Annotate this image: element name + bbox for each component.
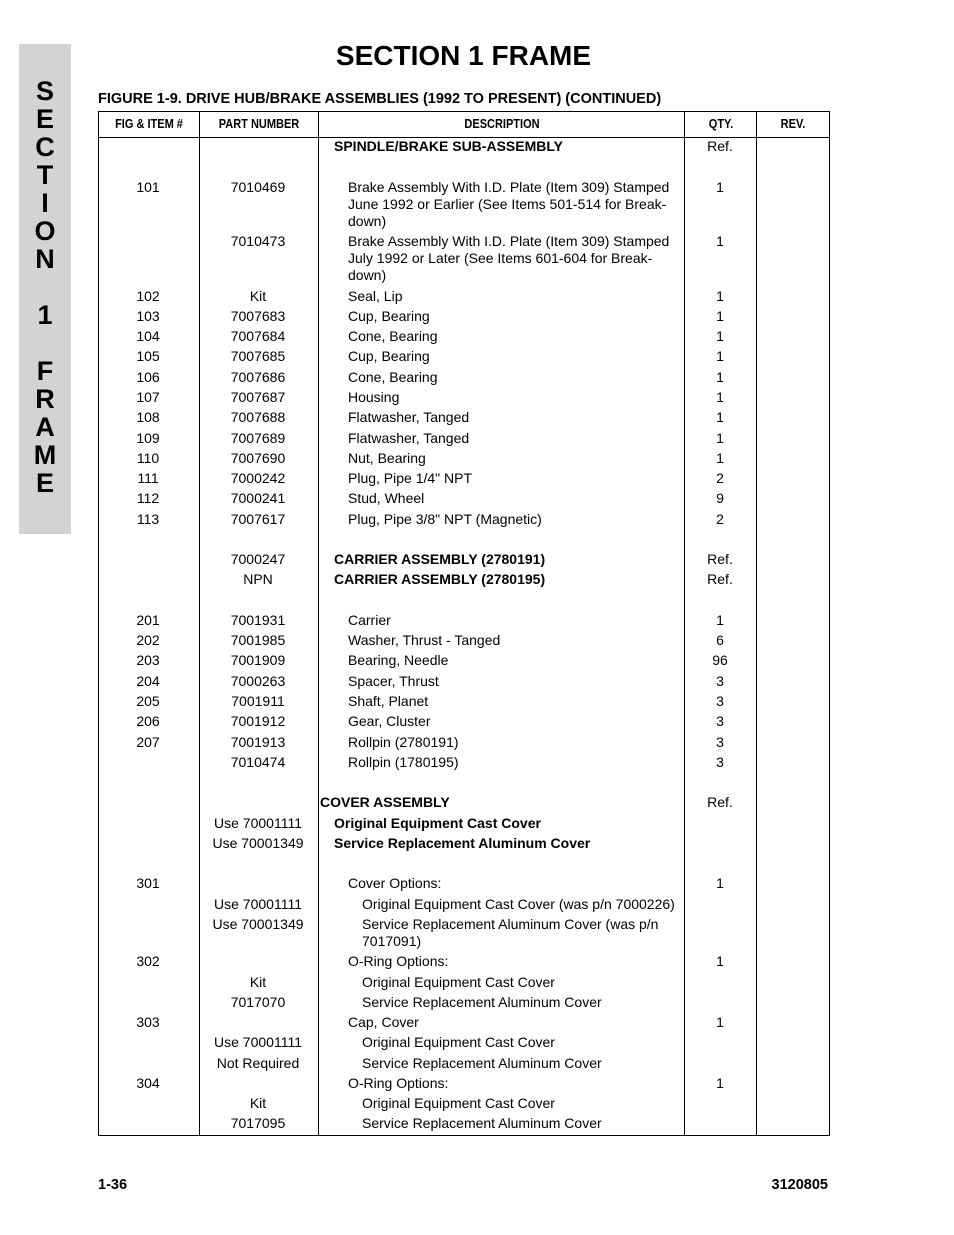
fig-item-cell: 101 xyxy=(136,179,160,195)
part-number-cell: 7007689 xyxy=(230,430,286,446)
header-description: DESCRIPTION xyxy=(464,117,540,131)
part-number-cell: NPN xyxy=(243,571,273,587)
qty-cell: 1 xyxy=(716,430,724,446)
description-cell: Plug, Pipe 1/4" NPT xyxy=(348,470,473,486)
part-number-cell: 7007690 xyxy=(230,450,286,466)
side-tab-letter: R xyxy=(35,384,55,414)
figure-title: FIGURE 1-9. DRIVE HUB/BRAKE ASSEMBLIES (1992 TO PRESENT) (CONTINUED) xyxy=(98,91,662,107)
description-cell: Housing xyxy=(348,389,400,405)
qty-cell: 2 xyxy=(716,470,724,486)
fig-item-cell: 203 xyxy=(136,652,160,668)
part-number-cell: 7007686 xyxy=(230,369,286,385)
description-cell: Original Equipment Cast Cover xyxy=(362,1034,555,1050)
description-cell: Rollpin (1780195) xyxy=(348,754,459,770)
qty-cell: 1 xyxy=(716,875,724,891)
part-number-cell: 7001911 xyxy=(231,693,285,709)
part-number-cell: 7017095 xyxy=(230,1115,286,1131)
description-cell: Flatwasher, Tanged xyxy=(348,409,470,425)
side-tab-letter: T xyxy=(36,160,54,190)
side-tab-letter: E xyxy=(35,104,54,134)
part-number-cell: 7007687 xyxy=(230,389,286,405)
description-cell: COVER ASSEMBLY xyxy=(320,794,450,810)
side-tab-letter: A xyxy=(35,412,55,442)
description-cell: Service Replacement Aluminum Cover xyxy=(362,1055,602,1071)
part-number-cell: 7010473 xyxy=(230,233,286,249)
fig-item-cell: 110 xyxy=(136,450,160,466)
part-number-cell: 7000263 xyxy=(230,673,286,689)
fig-item-cell: 103 xyxy=(136,308,160,324)
part-number-cell: 7001912 xyxy=(230,713,286,729)
part-number-cell: 7010469 xyxy=(230,179,286,195)
description-cell: CARRIER ASSEMBLY (2780191) xyxy=(334,551,546,567)
fig-item-cell: 207 xyxy=(136,734,160,750)
part-number-cell: 7010474 xyxy=(230,754,286,770)
qty-cell: 3 xyxy=(716,673,724,689)
header-part-number: PART NUMBER xyxy=(218,117,300,131)
qty-cell: 1 xyxy=(716,308,724,324)
qty-cell: 9 xyxy=(716,490,724,506)
qty-cell: 1 xyxy=(716,953,724,969)
description-cell: Cone, Bearing xyxy=(348,328,438,344)
description-cell: Rollpin (2780191) xyxy=(348,734,459,750)
fig-item-cell: 108 xyxy=(136,409,160,425)
fig-item-cell: 107 xyxy=(136,389,160,405)
fig-item-cell: 202 xyxy=(136,632,160,648)
description-cell: CARRIER ASSEMBLY (2780195) xyxy=(334,571,546,587)
description-cell: Service Replacement Aluminum Cover xyxy=(334,835,591,851)
qty-cell: Ref. xyxy=(707,138,733,154)
qty-cell: 1 xyxy=(716,450,724,466)
qty-cell: 1 xyxy=(716,288,724,304)
side-tab-letter: N xyxy=(35,244,55,274)
qty-cell: Ref. xyxy=(707,571,733,587)
description-cell: Original Equipment Cast Cover xyxy=(362,1095,555,1111)
side-tab-letter: S xyxy=(35,76,54,106)
description-cell: Original Equipment Cast Cover (was p/n 7000226) xyxy=(362,896,675,912)
fig-item-cell: 302 xyxy=(136,953,160,969)
part-number-cell: Kit xyxy=(249,974,267,990)
qty-cell: 1 xyxy=(716,612,724,628)
side-tab-letter: E xyxy=(35,468,54,498)
qty-cell: 1 xyxy=(716,1075,724,1091)
qty-cell: 2 xyxy=(716,511,724,527)
description-cell: Brake Assembly With I.D. Plate (Item 309) Stamped June 1992 or Earlier (See Items 501-514 for Break-down) xyxy=(348,179,670,229)
fig-item-cell: 111 xyxy=(137,470,159,486)
description-cell: O-Ring Options: xyxy=(348,1075,449,1091)
description-cell: Cone, Bearing xyxy=(348,369,438,385)
qty-cell: 1 xyxy=(716,1014,724,1030)
part-number-cell: Use 70001349 xyxy=(212,916,304,932)
fig-item-cell: 109 xyxy=(136,430,160,446)
part-number-cell: Use 70001349 xyxy=(212,835,304,851)
side-tab-letter: C xyxy=(35,132,55,162)
description-cell: Nut, Bearing xyxy=(348,450,426,466)
part-number-cell: 7000242 xyxy=(230,470,286,486)
qty-cell: 3 xyxy=(716,713,724,729)
description-cell: Brake Assembly With I.D. Plate (Item 309) Stamped July 1992 or Later (See Items 601-604 for Break-down) xyxy=(348,233,670,283)
part-number-cell: 7007683 xyxy=(230,308,286,324)
page-number: 1-36 xyxy=(98,1177,128,1193)
description-cell: Original Equipment Cast Cover xyxy=(362,974,555,990)
part-number-cell: Use 70001111 xyxy=(214,896,302,912)
description-cell: Bearing, Needle xyxy=(348,652,449,668)
fig-item-cell: 104 xyxy=(136,328,160,344)
qty-cell: 1 xyxy=(716,389,724,405)
description-cell: Washer, Thrust - Tanged xyxy=(348,632,501,648)
fig-item-cell: 201 xyxy=(136,612,160,628)
part-number-cell: 7007688 xyxy=(230,409,286,425)
fig-item-cell: 112 xyxy=(136,490,160,506)
header-rev: REV. xyxy=(780,117,806,131)
description-cell: Cover Options: xyxy=(348,875,442,891)
fig-item-cell: 304 xyxy=(136,1075,160,1091)
description-cell: Cap, Cover xyxy=(348,1014,419,1030)
description-cell: Cup, Bearing xyxy=(348,348,430,364)
part-number-cell: Kit xyxy=(249,1095,267,1111)
qty-cell: 1 xyxy=(716,328,724,344)
qty-cell: 1 xyxy=(716,233,724,249)
side-tab-letter: F xyxy=(36,356,54,386)
qty-cell: 1 xyxy=(716,369,724,385)
part-number-cell: 7007617 xyxy=(230,511,286,527)
part-number-cell: Kit xyxy=(249,288,267,304)
fig-item-cell: 113 xyxy=(136,511,160,527)
description-cell: Flatwasher, Tanged xyxy=(348,430,470,446)
side-tab-letter: I xyxy=(41,188,49,218)
fig-item-cell: 105 xyxy=(136,348,160,364)
column-divider xyxy=(756,112,757,1135)
qty-cell: 1 xyxy=(716,348,724,364)
qty-cell: 3 xyxy=(716,734,724,750)
fig-item-cell: 206 xyxy=(136,713,160,729)
document-number: 3120805 xyxy=(771,1177,828,1193)
description-cell: Plug, Pipe 3/8" NPT (Magnetic) xyxy=(348,511,542,527)
section-title: SECTION 1 FRAME xyxy=(335,40,592,71)
description-cell: Seal, Lip xyxy=(348,288,403,304)
side-tab-letter: 1 xyxy=(37,300,53,330)
part-number-cell: Use 70001111 xyxy=(214,1034,302,1050)
part-number-cell: 7007684 xyxy=(230,328,286,344)
part-number-cell: 7017070 xyxy=(230,994,286,1010)
part-number-cell: 7001931 xyxy=(230,612,286,628)
description-cell: Service Replacement Aluminum Cover xyxy=(362,994,602,1010)
fig-item-cell: 301 xyxy=(136,875,160,891)
fig-item-cell: 106 xyxy=(136,369,160,385)
side-tab-letter: M xyxy=(33,440,57,470)
part-number-cell: 7001913 xyxy=(230,734,286,750)
part-number-cell: Use 70001111 xyxy=(214,815,302,831)
description-cell: SPINDLE/BRAKE SUB-ASSEMBLY xyxy=(334,138,563,154)
header-qty: QTY. xyxy=(708,117,734,131)
part-number-cell: 7007685 xyxy=(230,348,286,364)
description-cell: Carrier xyxy=(348,612,391,628)
description-cell: Gear, Cluster xyxy=(348,713,431,729)
description-cell: Service Replacement Aluminum Cover xyxy=(362,1115,602,1131)
part-number-cell: 7001985 xyxy=(230,632,286,648)
description-cell: Stud, Wheel xyxy=(348,490,425,506)
fig-item-cell: 205 xyxy=(136,693,160,709)
section-side-tab xyxy=(19,44,71,534)
description-cell: Spacer, Thrust xyxy=(348,673,439,689)
fig-item-cell: 204 xyxy=(136,673,160,689)
side-tab-letter: O xyxy=(34,216,56,246)
qty-cell: 1 xyxy=(716,409,724,425)
description-cell: Original Equipment Cast Cover xyxy=(334,815,541,831)
qty-cell: 3 xyxy=(716,754,724,770)
header-fig-item: FIG & ITEM # xyxy=(115,117,183,131)
description-cell: Cup, Bearing xyxy=(348,308,430,324)
description-cell: Service Replacement Aluminum Cover (was p/n 7017091) xyxy=(362,916,659,949)
part-number-cell: Not Required xyxy=(216,1055,300,1071)
qty-cell: 96 xyxy=(712,652,728,668)
qty-cell: Ref. xyxy=(707,551,733,567)
fig-item-cell: 102 xyxy=(136,288,160,304)
table-header xyxy=(99,112,829,138)
part-number-cell: 7000247 xyxy=(230,551,286,567)
description-cell: O-Ring Options: xyxy=(348,953,449,969)
qty-cell: Ref. xyxy=(707,794,733,810)
qty-cell: 3 xyxy=(716,693,724,709)
qty-cell: 1 xyxy=(716,179,724,195)
fig-item-cell: 303 xyxy=(136,1014,160,1030)
description-cell: Shaft, Planet xyxy=(348,693,429,709)
qty-cell: 6 xyxy=(716,632,724,648)
part-number-cell: 7001909 xyxy=(230,652,286,668)
part-number-cell: 7000241 xyxy=(230,490,286,506)
